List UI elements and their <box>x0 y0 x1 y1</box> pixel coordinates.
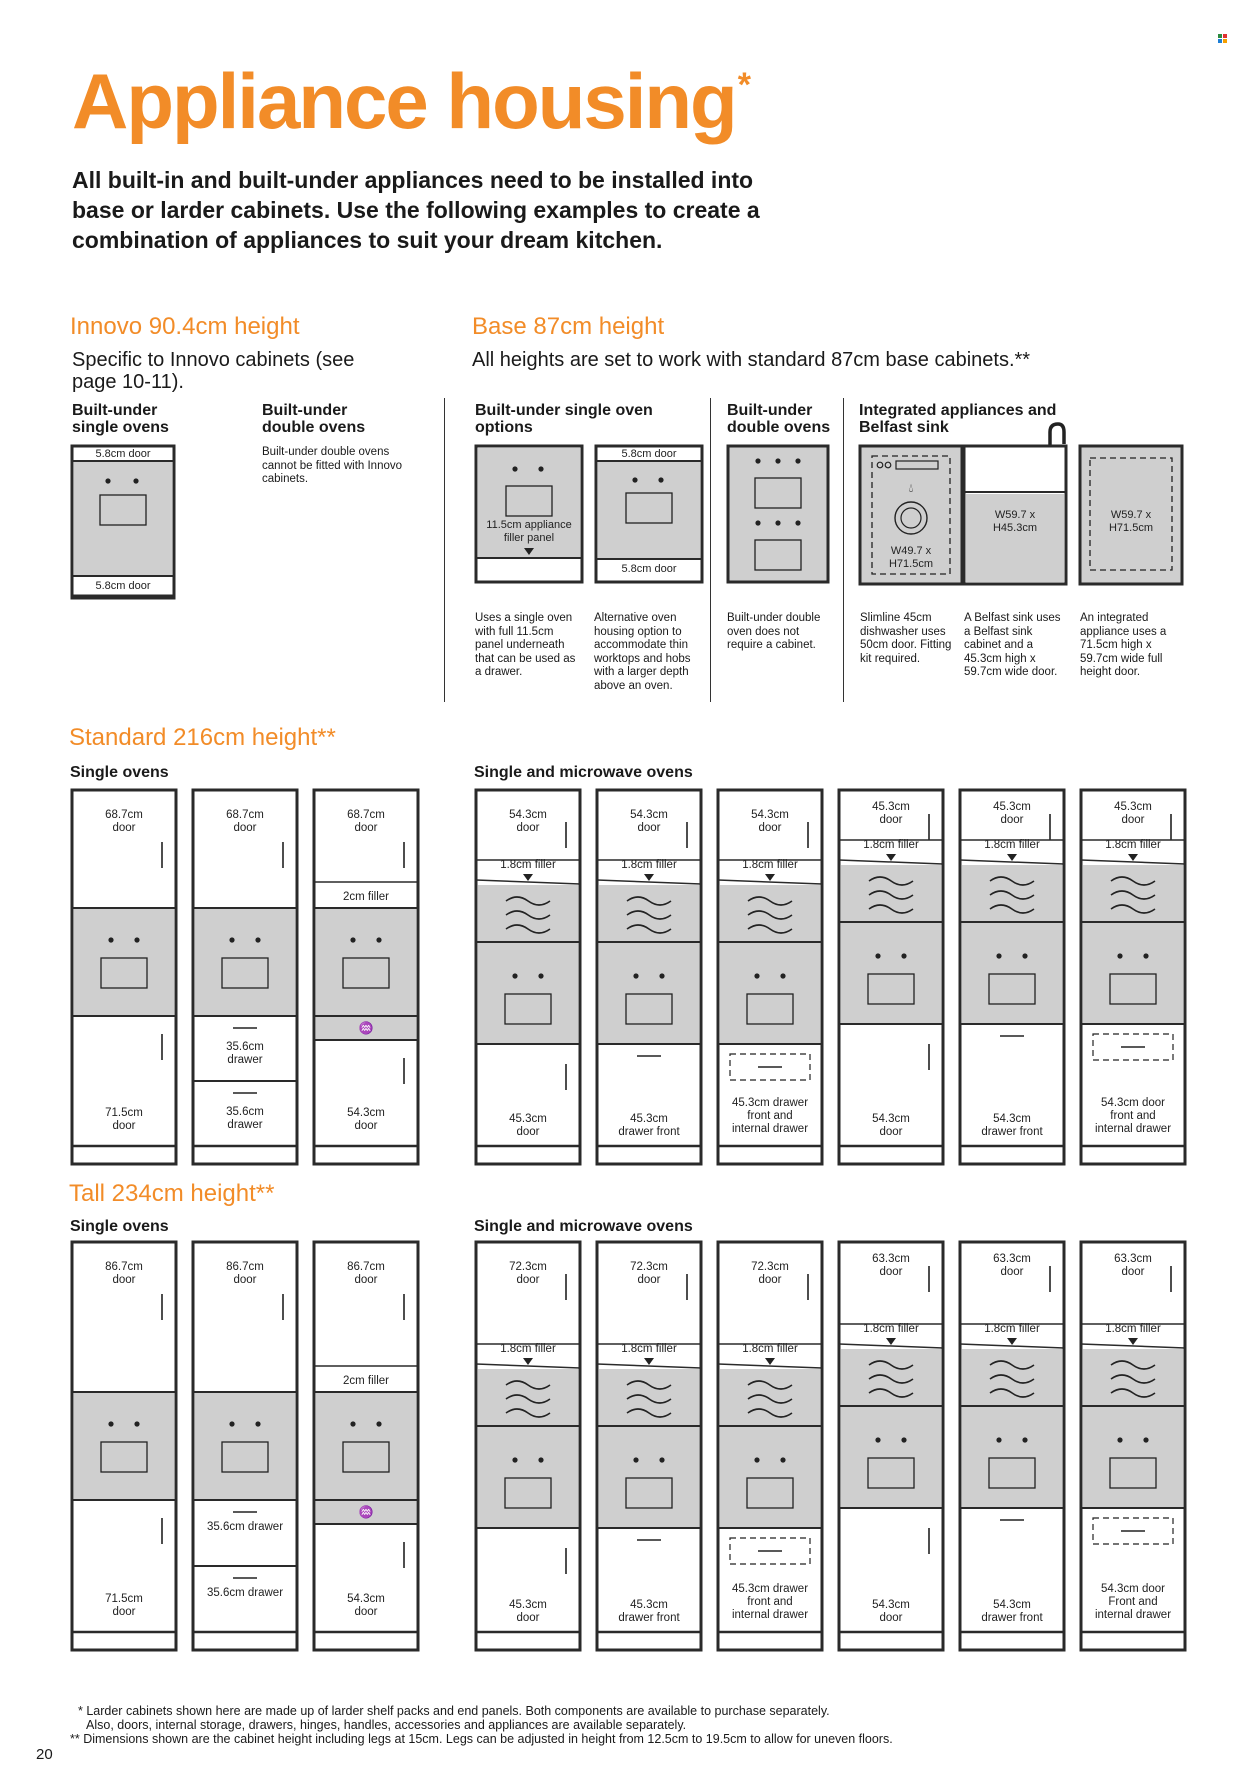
cabinet-top-label: 63.3cm <box>1114 1253 1152 1265</box>
cabinet-top-label: door <box>1121 1266 1145 1278</box>
innovo-heading: Innovo 90.4cm height <box>70 313 300 340</box>
cabinet-bottom-label: internal drawer <box>731 1609 809 1621</box>
innovo-double-note: Built-under double ovens cannot be fitted with Innovo cabinets. <box>262 446 403 485</box>
cabinet-top-label: door <box>1000 1266 1024 1278</box>
colour-flag-icon <box>1218 34 1227 43</box>
tall-cabinet-1 <box>70 1240 180 1654</box>
cabinet-bottom-label: door <box>516 1612 540 1624</box>
base-group-integrated: Integrated appliances and Belfast sink <box>859 402 1057 436</box>
drawer-label: drawer <box>227 1119 263 1131</box>
tall-cabinet-6 <box>716 1240 826 1654</box>
cabinet-top-label: 63.3cm <box>872 1253 910 1265</box>
page-title: Appliance housing* <box>72 57 749 145</box>
cabinet-top-label: door <box>233 822 257 834</box>
cabinet-bottom-label: door <box>879 1126 903 1138</box>
cabinet-bottom-label: front and <box>747 1596 793 1608</box>
cabinet-bottom-label: 54.3cm <box>993 1599 1031 1611</box>
cabinet-top-label: door <box>112 822 136 834</box>
base-caption: Slimline 45cm dishwasher uses 50cm door. Fitting kit required. <box>860 612 952 665</box>
innovo-group-double: Built-under double ovens <box>262 402 366 436</box>
innovo-bottom-label: 5.8cm door <box>95 580 151 592</box>
filler-label: 1.8cm filler <box>742 859 798 871</box>
base-caption: Uses a single oven with full 11.5cm panel underneath that can be used as a drawer. <box>475 612 576 678</box>
svg-text:H71.5cm: H71.5cm <box>1108 522 1154 534</box>
standard-single-label: Single ovens <box>70 764 169 781</box>
cabinet-top-label: door <box>637 1274 661 1286</box>
cabinet-bottom-label: 45.3cm drawer <box>731 1097 809 1109</box>
cabinet-bottom-label: door <box>879 1612 903 1624</box>
filler-label: 2cm filler <box>342 891 390 903</box>
cabinet-top-label: 68.7cm <box>347 809 385 821</box>
footnote-1: * Larder cabinets shown here are made up of larder shelf packs and end panels. Both components are available to purchase separately. <box>78 1704 830 1718</box>
cabinet-bottom-label: 45.3cm <box>630 1599 668 1611</box>
svg-text:W59.7 x: W59.7 x <box>1110 509 1152 521</box>
svg-text:H45.3cm: H45.3cm <box>992 522 1038 534</box>
cabinet-top-label: 54.3cm <box>630 809 668 821</box>
base-unit-filler-panel <box>474 444 586 588</box>
cabinet-top-label: door <box>112 1274 136 1286</box>
cabinet-top-label: 63.3cm <box>993 1253 1031 1265</box>
divider <box>843 398 844 702</box>
standard-cabinet-1 <box>70 788 180 1168</box>
filler-label: 1.8cm filler <box>500 859 556 871</box>
cabinet-top-label: 68.7cm <box>226 809 264 821</box>
cabinet-bottom-label: internal drawer <box>731 1123 809 1135</box>
base-caption: An integrated appliance uses a 71.5cm high x 59.7cm wide full height door. <box>1080 612 1167 678</box>
cabinet-top-label: door <box>758 822 782 834</box>
cabinet-top-label: door <box>516 822 540 834</box>
cabinet-bottom-label: 54.3cm door <box>1101 1583 1165 1595</box>
filler-label: 1.8cm filler <box>1105 839 1161 851</box>
cabinet-bottom-label: 45.3cm <box>509 1113 547 1125</box>
base-caption: Built-under double oven does not require a cabinet. <box>727 612 821 651</box>
cabinet-top-label: door <box>1121 814 1145 826</box>
cabinet-bottom-label: front and <box>747 1110 793 1122</box>
divider <box>710 398 711 702</box>
filler-label: 1.8cm filler <box>984 839 1040 851</box>
svg-text:5.8cm door: 5.8cm door <box>621 563 677 575</box>
filler-label: 2cm filler <box>342 1375 390 1387</box>
tall-cabinet-7 <box>837 1240 947 1654</box>
cabinet-top-label: door <box>354 1274 378 1286</box>
cabinet-top-label: 86.7cm <box>347 1261 385 1273</box>
cabinet-top-label: 45.3cm <box>1114 801 1152 813</box>
svg-text:11.5cm appliance: 11.5cm appliance <box>486 519 572 531</box>
footnote-3: ** Dimensions shown are the cabinet height including legs at 15cm. Legs can be adjusted in height from 12.5cm to 19.5cm to allow for uneven floors. <box>70 1732 893 1746</box>
standard-cabinet-4 <box>474 788 584 1168</box>
cabinet-bottom-label: door <box>112 1120 136 1132</box>
cabinet-top-label: 72.3cm <box>630 1261 668 1273</box>
cabinet-top-label: 72.3cm <box>751 1261 789 1273</box>
standard-cabinet-9 <box>1079 788 1189 1168</box>
cabinet-top-label: door <box>758 1274 782 1286</box>
tall-cabinet-2 <box>191 1240 301 1654</box>
standard-heading: Standard 216cm height** <box>69 724 336 751</box>
cabinet-bottom-label: front and <box>1110 1110 1156 1122</box>
base-caption: Alternative oven housing option to accommodate thin worktops and hobs with a larger depth above an oven. <box>594 612 691 692</box>
cabinet-top-label: 86.7cm <box>105 1261 143 1273</box>
cabinet-top-label: door <box>233 1274 257 1286</box>
cabinet-bottom-label: 54.3cm door <box>1101 1097 1165 1109</box>
cabinet-top-label: door <box>1000 814 1024 826</box>
cabinet-bottom-label: door <box>112 1606 136 1618</box>
tall-cabinet-8 <box>958 1240 1068 1654</box>
filler-label: 1.8cm filler <box>500 1343 556 1355</box>
standard-cabinet-6 <box>716 788 826 1168</box>
drawer-label: 35.6cm <box>226 1106 264 1118</box>
tall-cabinet-4 <box>474 1240 584 1654</box>
base-group-double: Built-under double ovens <box>727 402 831 436</box>
svg-text:filler panel: filler panel <box>503 532 555 544</box>
base-subheading: All heights are set to work with standard 87cm base cabinets.** <box>472 349 1031 371</box>
filler-label: 1.8cm filler <box>1105 1323 1161 1335</box>
tall-heading: Tall 234cm height** <box>69 1180 275 1207</box>
standard-cabinet-8 <box>958 788 1068 1168</box>
innovo-single-oven-diagram <box>70 444 176 604</box>
cabinet-bottom-label: 54.3cm <box>872 1113 910 1125</box>
svg-text:W59.7 x: W59.7 x <box>994 509 1036 521</box>
cabinet-top-label: 45.3cm <box>993 801 1031 813</box>
cabinet-bottom-label: 45.3cm <box>509 1599 547 1611</box>
cabinet-top-label: 54.3cm <box>509 809 547 821</box>
drawer-label: 35.6cm <box>226 1041 264 1053</box>
filler-label: 1.8cm filler <box>863 839 919 851</box>
base-heading: Base 87cm height <box>472 313 665 340</box>
innovo-group-single: Built-under single ovens <box>72 402 169 436</box>
svg-text:♒: ♒ <box>358 1505 374 1519</box>
page-number: 20 <box>36 1746 53 1763</box>
innovo-top-label: 5.8cm door <box>95 448 151 460</box>
cabinet-bottom-label: 54.3cm <box>993 1113 1031 1125</box>
filler-label: 1.8cm filler <box>984 1323 1040 1335</box>
cabinet-top-label: door <box>879 814 903 826</box>
filler-label: 1.8cm filler <box>742 1343 798 1355</box>
divider <box>444 398 445 702</box>
svg-text:W49.7 x: W49.7 x <box>890 545 932 557</box>
base-unit-belfast-sink <box>962 418 1068 594</box>
cabinet-bottom-label: internal drawer <box>1094 1609 1172 1621</box>
drawer-label: 35.6cm drawer <box>206 1587 284 1599</box>
cabinet-bottom-label: 71.5cm <box>105 1107 143 1119</box>
cabinet-top-label: 54.3cm <box>751 809 789 821</box>
intro-text: All built-in and built-under appliances need to be installed into base or larder cabinets. Use the following examples to create a combination of appliances to suit your dream kitchen. <box>72 167 760 253</box>
drawer-label: drawer <box>227 1054 263 1066</box>
standard-cabinet-5 <box>595 788 705 1168</box>
tall-cabinet-5 <box>595 1240 705 1654</box>
cabinet-bottom-label: 54.3cm <box>347 1107 385 1119</box>
cabinet-bottom-label: internal drawer <box>1094 1123 1172 1135</box>
svg-text:H71.5cm: H71.5cm <box>888 558 934 570</box>
cabinet-bottom-label: Front and <box>1108 1596 1158 1608</box>
tall-cabinet-3 <box>312 1240 422 1654</box>
cabinet-bottom-label: door <box>516 1126 540 1138</box>
cabinet-bottom-label: drawer front <box>981 1126 1043 1138</box>
base-unit-double-oven <box>726 444 832 588</box>
drawer-label: 35.6cm drawer <box>206 1521 284 1533</box>
svg-text:💧︎: 💧︎ <box>908 481 914 495</box>
base-unit-thin-worktop <box>594 444 706 588</box>
tall-single-label: Single ovens <box>70 1218 169 1235</box>
svg-text:♒: ♒ <box>358 1021 374 1035</box>
base-group-single: Built-under single oven options <box>475 402 653 436</box>
cabinet-top-label: door <box>879 1266 903 1278</box>
svg-text:5.8cm door: 5.8cm door <box>621 448 677 460</box>
standard-microwave-label: Single and microwave ovens <box>474 764 693 781</box>
innovo-subheading: Specific to Innovo cabinets (see page 10-11). <box>72 349 355 393</box>
cabinet-bottom-label: door <box>354 1120 378 1132</box>
cabinet-bottom-label: 45.3cm <box>630 1113 668 1125</box>
footnote-2: Also, doors, internal storage, drawers, hinges, handles, accessories and appliances are available separately. <box>86 1718 687 1732</box>
cabinet-bottom-label: 71.5cm <box>105 1593 143 1605</box>
filler-label: 1.8cm filler <box>863 1323 919 1335</box>
standard-cabinet-3 <box>312 788 422 1168</box>
base-unit-dishwasher <box>858 444 966 594</box>
cabinet-top-label: 45.3cm <box>872 801 910 813</box>
cabinet-bottom-label: drawer front <box>618 1612 680 1624</box>
cabinet-top-label: door <box>354 822 378 834</box>
tall-cabinet-9 <box>1079 1240 1189 1654</box>
cabinet-bottom-label: drawer front <box>981 1612 1043 1624</box>
cabinet-top-label: 86.7cm <box>226 1261 264 1273</box>
cabinet-bottom-label: drawer front <box>618 1126 680 1138</box>
cabinet-bottom-label: door <box>354 1606 378 1618</box>
cabinet-bottom-label: 45.3cm drawer <box>731 1583 809 1595</box>
cabinet-top-label: 68.7cm <box>105 809 143 821</box>
cabinet-top-label: door <box>637 822 661 834</box>
tall-microwave-label: Single and microwave ovens <box>474 1218 693 1235</box>
cabinet-top-label: 72.3cm <box>509 1261 547 1273</box>
standard-cabinet-7 <box>837 788 947 1168</box>
cabinet-top-label: door <box>516 1274 540 1286</box>
base-unit-integrated <box>1078 444 1186 594</box>
filler-label: 1.8cm filler <box>621 1343 677 1355</box>
filler-label: 1.8cm filler <box>621 859 677 871</box>
standard-cabinet-2 <box>191 788 301 1168</box>
cabinet-bottom-label: 54.3cm <box>347 1593 385 1605</box>
cabinet-bottom-label: 54.3cm <box>872 1599 910 1611</box>
base-caption: A Belfast sink uses a Belfast sink cabinet and a 45.3cm high x 59.7cm wide door. <box>964 612 1061 678</box>
